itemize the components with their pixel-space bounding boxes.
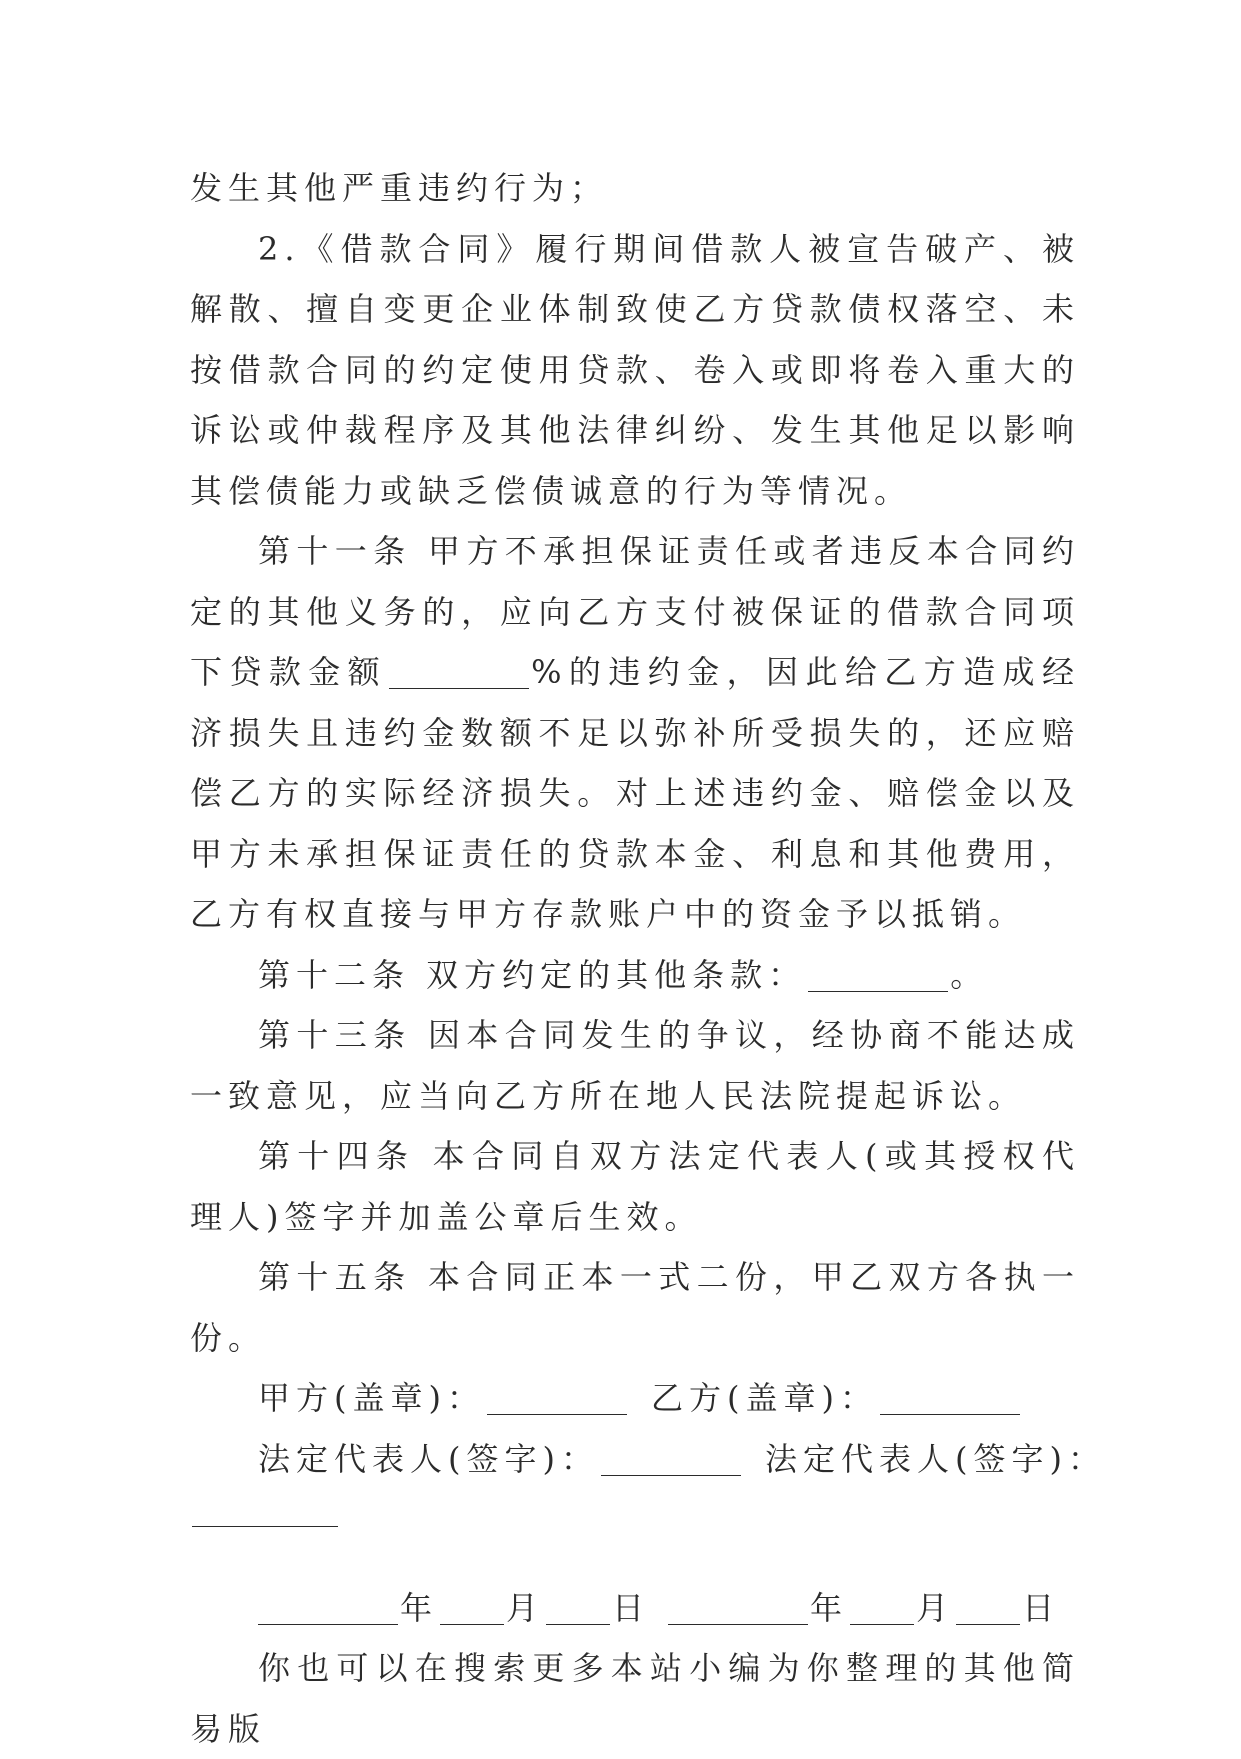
party-b-day-label: 日 bbox=[1022, 1588, 1061, 1627]
article-12-end: 。 bbox=[950, 955, 989, 994]
other-terms-blank bbox=[808, 990, 948, 992]
article-12-text: 第十二条 双方约定的其他条款： bbox=[258, 955, 807, 994]
paragraph-article-12 bbox=[190, 945, 1080, 1006]
date-row bbox=[190, 1578, 1080, 1639]
paragraph-article-11 bbox=[190, 521, 1080, 945]
party-b-rep-blank bbox=[192, 1525, 338, 1527]
party-a-year-label: 年 bbox=[400, 1588, 439, 1627]
party-b-seal-label: 乙方(盖章)： bbox=[650, 1379, 878, 1417]
penalty-percent-blank bbox=[389, 687, 529, 689]
party-b-year-blank bbox=[668, 1623, 808, 1625]
party-b-day-blank bbox=[956, 1623, 1020, 1625]
party-a-rep-blank bbox=[601, 1474, 741, 1476]
paragraph-article-14: 第十四条 本合同自双方法定代表人(或其授权代理人)签字并加盖公章后生效。 bbox=[190, 1137, 1080, 1236]
party-b-year-label: 年 bbox=[810, 1588, 849, 1627]
paragraph-continuation: 发生其他严重违约行为； bbox=[190, 169, 609, 207]
article-11-text-b: %的违约金，因此给乙方造成经济损失且违约金数额不足以弥补所受损失的，还应赔偿乙方的实际经济损失。对上述违约金、赔偿金以及甲方未承担保证责任的贷款本金、利息和其他费用，乙方有权直接与甲方存款账户中的资金予以抵销。 bbox=[190, 653, 1080, 933]
party-b-seal-blank bbox=[880, 1413, 1020, 1415]
party-b-rep-label: 法定代表人(签字)： bbox=[764, 1439, 1106, 1478]
party-b-rep-blank-line bbox=[190, 1517, 1080, 1578]
party-a-month-blank bbox=[440, 1623, 504, 1625]
seal-row bbox=[190, 1368, 1080, 1429]
document-body bbox=[190, 158, 1106, 1759]
paragraph-article-13: 第十三条 因本合同发生的争议，经协商不能达成一致意见，应当向乙方所在地人民法院提起诉讼。 bbox=[190, 1016, 1080, 1115]
party-a-day-label: 日 bbox=[612, 1588, 651, 1627]
party-a-seal-label: 甲方(盖章)： bbox=[258, 1379, 485, 1417]
party-a-year-blank bbox=[258, 1623, 398, 1625]
paragraph-closing: 你也可以在搜索更多本站小编为你整理的其他简易版 bbox=[190, 1649, 1080, 1748]
party-a-month-label: 月 bbox=[506, 1588, 545, 1627]
party-a-day-blank bbox=[546, 1623, 610, 1625]
article-11-text-a: 第十一条 甲方不承担保证责任或者违反本合同约定的其他义务的，应向乙方支付被保证的借款合同项下贷款金额 bbox=[190, 532, 1080, 691]
party-b-month-label: 月 bbox=[916, 1588, 955, 1627]
paragraph-article-15: 第十五条 本合同正本一式二份，甲乙双方各执一份。 bbox=[190, 1258, 1080, 1357]
party-a-seal-blank bbox=[487, 1413, 627, 1415]
paragraph-clause-2: 2.《借款合同》履行期间借款人被宣告破产、被解散、擅自变更企业体制致使乙方贷款债权落空、未按借款合同的约定使用贷款、卷入或即将卷入重大的诉讼或仲裁程序及其他法律纠纷、发生其他足以影响其偿债能力或缺乏偿债诚意的行为等情况。 bbox=[190, 229, 1080, 510]
representative-row bbox=[190, 1429, 1106, 1490]
party-a-rep-label: 法定代表人(签字)： bbox=[258, 1439, 599, 1478]
party-b-month-blank bbox=[850, 1623, 914, 1625]
